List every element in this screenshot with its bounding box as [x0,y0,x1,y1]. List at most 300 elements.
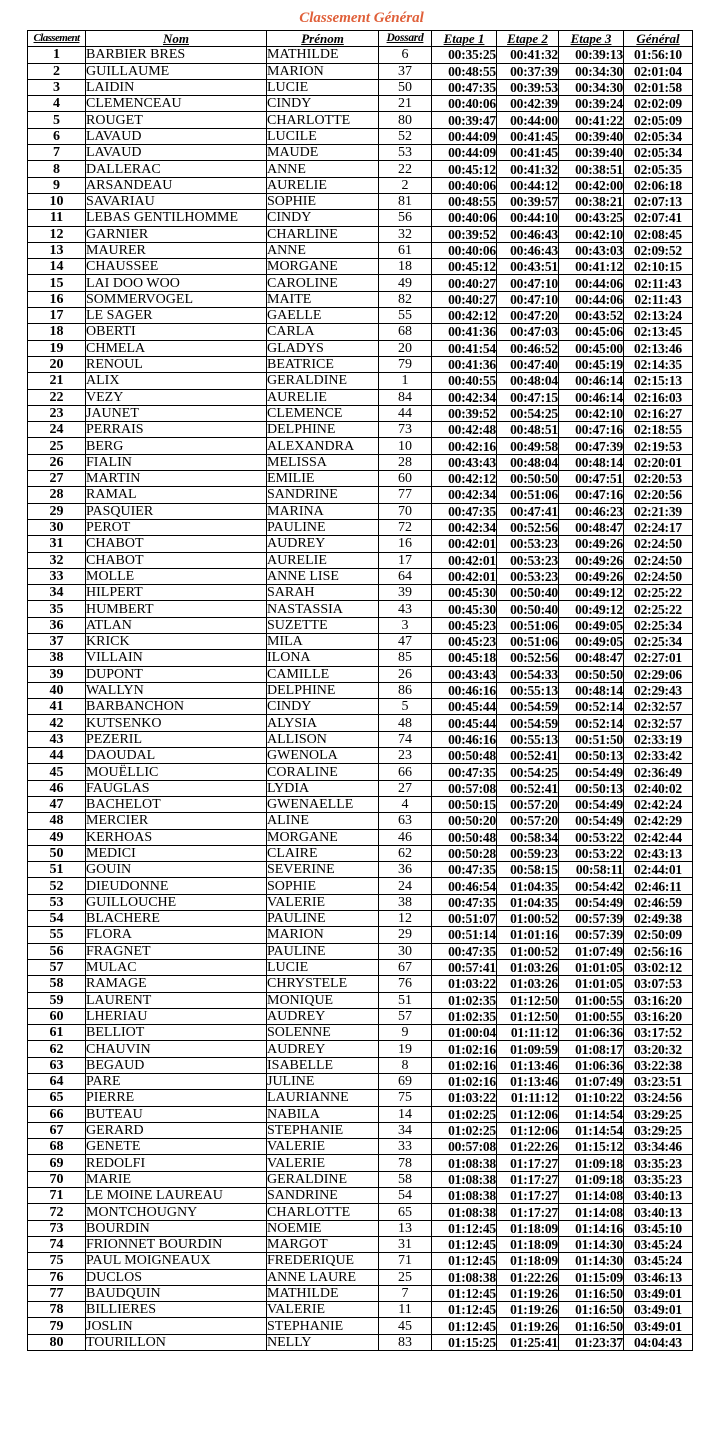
table-row [28,112,693,128]
cell-etape-3: 00:51:50 [559,731,624,747]
cell-etape-3: 01:14:30 [559,1236,624,1252]
cell-classement: 34 [28,585,86,601]
cell-etape-3: 00:52:14 [559,699,624,715]
cell-general: 03:17:52 [624,1025,693,1041]
cell-general: 02:19:53 [624,438,693,454]
cell-etape-3: 01:01:05 [559,976,624,992]
cell-etape-1: 00:50:15 [432,796,497,812]
cell-classement: 2 [28,63,86,79]
cell-prenom: MILA [267,633,379,649]
cell-nom: DIEUDONNE [86,878,267,894]
cell-nom: JAUNET [86,405,267,421]
cell-etape-2: 00:51:06 [497,487,559,503]
cell-etape-2: 00:55:13 [497,682,559,698]
cell-nom: LAURENT [86,992,267,1008]
cell-etape-1: 01:12:45 [432,1285,497,1301]
cell-etape-1: 01:08:38 [432,1155,497,1171]
table-row [28,210,693,226]
cell-dossard: 86 [379,682,432,698]
cell-etape-2: 01:00:52 [497,911,559,927]
cell-etape-1: 00:45:30 [432,601,497,617]
cell-nom: PIERRE [86,1090,267,1106]
cell-etape-2: 00:41:45 [497,145,559,161]
cell-dossard: 46 [379,829,432,845]
cell-general: 02:09:52 [624,242,693,258]
cell-etape-1: 00:47:35 [432,943,497,959]
cell-prenom: AURELIE [267,552,379,568]
cell-prenom: NABILA [267,1106,379,1122]
cell-general: 02:18:55 [624,422,693,438]
cell-classement: 66 [28,1106,86,1122]
cell-dossard: 49 [379,275,432,291]
cell-nom: LEBAS GENTILHOMME [86,210,267,226]
cell-prenom: ANNE LISE [267,568,379,584]
table-row [28,927,693,943]
cell-dossard: 26 [379,666,432,682]
table-row [28,1269,693,1285]
table-row [28,471,693,487]
cell-etape-2: 01:19:26 [497,1318,559,1334]
cell-etape-2: 00:48:51 [497,422,559,438]
cell-dossard: 5 [379,699,432,715]
table-row [28,1171,693,1187]
cell-etape-2: 00:41:45 [497,128,559,144]
cell-etape-3: 00:57:39 [559,911,624,927]
cell-etape-3: 01:08:17 [559,1041,624,1057]
cell-nom: BUTEAU [86,1106,267,1122]
cell-prenom: FREDERIQUE [267,1253,379,1269]
cell-classement: 50 [28,845,86,861]
cell-etape-2: 00:55:13 [497,731,559,747]
cell-etape-1: 01:08:38 [432,1188,497,1204]
cell-nom: PEROT [86,519,267,535]
cell-dossard: 62 [379,845,432,861]
cell-etape-1: 00:50:48 [432,829,497,845]
cell-etape-3: 00:49:05 [559,633,624,649]
cell-etape-1: 00:45:23 [432,617,497,633]
table-row [28,128,693,144]
cell-etape-2: 01:17:27 [497,1171,559,1187]
cell-classement: 13 [28,242,86,258]
cell-etape-3: 00:45:06 [559,324,624,340]
cell-nom: CHABOT [86,552,267,568]
cell-general: 02:32:57 [624,715,693,731]
table-row [28,1090,693,1106]
cell-etape-1: 00:45:44 [432,715,497,731]
cell-classement: 10 [28,193,86,209]
cell-classement: 47 [28,796,86,812]
cell-dossard: 14 [379,1106,432,1122]
cell-classement: 39 [28,666,86,682]
table-row [28,422,693,438]
cell-nom: CHMELA [86,340,267,356]
cell-dossard: 38 [379,894,432,910]
cell-general: 03:07:53 [624,976,693,992]
cell-etape-2: 00:44:12 [497,177,559,193]
cell-general: 02:15:13 [624,373,693,389]
cell-dossard: 45 [379,1318,432,1334]
cell-etape-1: 00:57:08 [432,1139,497,1155]
table-row [28,552,693,568]
cell-etape-2: 00:50:40 [497,601,559,617]
cell-etape-2: 00:51:06 [497,617,559,633]
cell-nom: CHAUVIN [86,1041,267,1057]
cell-etape-2: 00:46:43 [497,242,559,258]
cell-etape-2: 01:12:50 [497,1008,559,1024]
cell-etape-3: 00:53:22 [559,829,624,845]
cell-dossard: 23 [379,748,432,764]
cell-dossard: 71 [379,1253,432,1269]
cell-dossard: 84 [379,389,432,405]
cell-dossard: 57 [379,1008,432,1024]
table-row [28,1008,693,1024]
cell-general: 03:40:13 [624,1204,693,1220]
cell-classement: 3 [28,79,86,95]
cell-etape-1: 00:40:27 [432,275,497,291]
cell-prenom: CORALINE [267,764,379,780]
cell-general: 02:13:45 [624,324,693,340]
table-row [28,862,693,878]
table-row [28,1188,693,1204]
cell-classement: 32 [28,552,86,568]
cell-classement: 5 [28,112,86,128]
cell-general: 02:25:22 [624,601,693,617]
cell-etape-1: 01:02:35 [432,1008,497,1024]
cell-prenom: SOPHIE [267,878,379,894]
cell-prenom: MONIQUE [267,992,379,1008]
cell-prenom: VALERIE [267,1155,379,1171]
cell-classement: 44 [28,748,86,764]
cell-nom: LAI DOO WOO [86,275,267,291]
cell-prenom: CHRYSTELE [267,976,379,992]
cell-etape-2: 00:39:53 [497,79,559,95]
cell-etape-1: 00:42:12 [432,471,497,487]
cell-etape-1: 00:46:16 [432,682,497,698]
cell-prenom: CHARLOTTE [267,1204,379,1220]
cell-etape-1: 01:03:22 [432,976,497,992]
cell-etape-3: 01:09:18 [559,1155,624,1171]
cell-etape-1: 00:45:23 [432,633,497,649]
cell-classement: 69 [28,1155,86,1171]
cell-prenom: MATHILDE [267,47,379,63]
cell-etape-1: 01:12:45 [432,1318,497,1334]
table-row [28,1302,693,1318]
cell-etape-1: 01:08:38 [432,1171,497,1187]
cell-general: 02:24:50 [624,552,693,568]
cell-etape-2: 00:41:32 [497,161,559,177]
cell-general: 02:46:59 [624,894,693,910]
table-row [28,1236,693,1252]
cell-etape-2: 01:11:12 [497,1090,559,1106]
cell-etape-1: 01:02:16 [432,1057,497,1073]
table-row [28,1220,693,1236]
cell-general: 03:49:01 [624,1302,693,1318]
table-row [28,1318,693,1334]
cell-etape-2: 00:52:56 [497,519,559,535]
cell-classement: 41 [28,699,86,715]
cell-etape-1: 00:45:44 [432,699,497,715]
cell-classement: 27 [28,471,86,487]
cell-etape-1: 00:50:20 [432,813,497,829]
cell-etape-1: 00:45:12 [432,161,497,177]
cell-etape-1: 00:48:55 [432,63,497,79]
cell-general: 03:35:23 [624,1155,693,1171]
cell-nom: PEZERIL [86,731,267,747]
cell-nom: ARSANDEAU [86,177,267,193]
cell-nom: MARTIN [86,471,267,487]
cell-prenom: AUDREY [267,1041,379,1057]
table-row [28,259,693,275]
cell-etape-3: 00:47:16 [559,422,624,438]
cell-general: 01:56:10 [624,47,693,63]
cell-nom: GERARD [86,1122,267,1138]
cell-classement: 68 [28,1139,86,1155]
cell-etape-2: 00:46:43 [497,226,559,242]
cell-etape-1: 01:02:35 [432,992,497,1008]
cell-prenom: GWENAELLE [267,796,379,812]
cell-etape-1: 01:15:25 [432,1334,497,1350]
table-row [28,585,693,601]
cell-etape-1: 00:41:36 [432,324,497,340]
cell-prenom: CARLA [267,324,379,340]
cell-prenom: EMILIE [267,471,379,487]
cell-classement: 36 [28,617,86,633]
cell-nom: LHERIAU [86,1008,267,1024]
cell-nom: BERG [86,438,267,454]
cell-etape-3: 00:34:30 [559,63,624,79]
cell-etape-2: 00:47:41 [497,503,559,519]
cell-nom: DALLERAC [86,161,267,177]
cell-etape-3: 00:41:22 [559,112,624,128]
cell-classement: 31 [28,536,86,552]
cell-etape-1: 00:42:01 [432,536,497,552]
cell-general: 03:24:56 [624,1090,693,1106]
header-general: Général [624,31,693,47]
cell-prenom: LUCIE [267,79,379,95]
cell-nom: VEZY [86,389,267,405]
cell-etape-2: 01:12:06 [497,1106,559,1122]
cell-classement: 54 [28,911,86,927]
cell-prenom: VALERIE [267,1139,379,1155]
cell-etape-2: 00:47:20 [497,308,559,324]
cell-etape-1: 01:02:25 [432,1106,497,1122]
table-row [28,1285,693,1301]
table-row [28,438,693,454]
cell-general: 02:29:43 [624,682,693,698]
cell-prenom: ANNE LAURE [267,1269,379,1285]
cell-etape-3: 01:06:36 [559,1057,624,1073]
cell-etape-1: 00:57:41 [432,959,497,975]
cell-dossard: 53 [379,145,432,161]
cell-classement: 42 [28,715,86,731]
cell-classement: 80 [28,1334,86,1350]
cell-dossard: 29 [379,927,432,943]
cell-classement: 6 [28,128,86,144]
cell-etape-1: 00:39:47 [432,112,497,128]
cell-prenom: STEPHANIE [267,1122,379,1138]
table-row [28,1334,693,1350]
cell-etape-3: 00:54:49 [559,894,624,910]
cell-prenom: AUDREY [267,536,379,552]
table-row [28,1139,693,1155]
cell-etape-2: 00:53:23 [497,568,559,584]
cell-classement: 14 [28,259,86,275]
cell-etape-3: 00:49:05 [559,617,624,633]
cell-etape-1: 00:44:09 [432,128,497,144]
header-etape-3: Etape 3 [559,31,624,47]
table-row [28,63,693,79]
table-row [28,291,693,307]
table-row [28,1106,693,1122]
cell-prenom: MARGOT [267,1236,379,1252]
table-row [28,340,693,356]
cell-etape-3: 00:43:25 [559,210,624,226]
cell-general: 02:27:01 [624,650,693,666]
table-row [28,1041,693,1057]
cell-etape-3: 00:39:40 [559,145,624,161]
cell-classement: 60 [28,1008,86,1024]
cell-prenom: BEATRICE [267,356,379,372]
cell-etape-3: 00:47:51 [559,471,624,487]
cell-general: 02:01:58 [624,79,693,95]
cell-general: 02:50:09 [624,927,693,943]
cell-etape-1: 00:47:35 [432,894,497,910]
cell-dossard: 22 [379,161,432,177]
cell-etape-3: 00:39:24 [559,96,624,112]
cell-dossard: 25 [379,1269,432,1285]
cell-general: 03:29:25 [624,1122,693,1138]
cell-prenom: ANNE [267,242,379,258]
cell-prenom: MAUDE [267,145,379,161]
cell-classement: 78 [28,1302,86,1318]
cell-prenom: CHARLOTTE [267,112,379,128]
cell-general: 02:08:45 [624,226,693,242]
table-row [28,878,693,894]
cell-dossard: 21 [379,96,432,112]
cell-classement: 62 [28,1041,86,1057]
cell-classement: 18 [28,324,86,340]
cell-dossard: 77 [379,487,432,503]
cell-prenom: JULINE [267,1074,379,1090]
cell-dossard: 72 [379,519,432,535]
cell-nom: BACHELOT [86,796,267,812]
cell-etape-3: 00:42:10 [559,405,624,421]
cell-nom: KUTSENKO [86,715,267,731]
cell-classement: 61 [28,1025,86,1041]
table-row [28,275,693,291]
cell-etape-3: 01:23:37 [559,1334,624,1350]
cell-classement: 57 [28,959,86,975]
cell-etape-2: 01:18:09 [497,1236,559,1252]
cell-dossard: 75 [379,1090,432,1106]
cell-nom: GARNIER [86,226,267,242]
cell-general: 02:13:24 [624,308,693,324]
cell-dossard: 68 [379,324,432,340]
cell-etape-3: 01:15:12 [559,1139,624,1155]
cell-etape-1: 01:12:45 [432,1302,497,1318]
table-row [28,389,693,405]
cell-prenom: SOLENNE [267,1025,379,1041]
table-row [28,405,693,421]
cell-prenom: NOEMIE [267,1220,379,1236]
cell-general: 02:24:50 [624,568,693,584]
cell-prenom: ALINE [267,813,379,829]
cell-general: 02:25:34 [624,633,693,649]
cell-etape-1: 00:42:48 [432,422,497,438]
cell-etape-1: 00:42:12 [432,308,497,324]
cell-dossard: 8 [379,1057,432,1073]
table-row [28,959,693,975]
cell-etape-1: 00:43:43 [432,454,497,470]
cell-general: 02:14:35 [624,356,693,372]
cell-general: 03:16:20 [624,992,693,1008]
cell-nom: FLORA [86,927,267,943]
table-row [28,894,693,910]
cell-nom: ROUGET [86,112,267,128]
table-row [28,601,693,617]
cell-etape-1: 00:39:52 [432,405,497,421]
cell-etape-1: 01:08:38 [432,1269,497,1285]
cell-prenom: SARAH [267,585,379,601]
cell-dossard: 85 [379,650,432,666]
cell-etape-2: 01:22:26 [497,1139,559,1155]
cell-etape-1: 00:40:06 [432,210,497,226]
cell-etape-1: 00:46:16 [432,731,497,747]
cell-general: 03:35:23 [624,1171,693,1187]
results-body [28,47,693,1351]
cell-prenom: VALERIE [267,894,379,910]
cell-prenom: LUCILE [267,128,379,144]
cell-etape-1: 00:57:08 [432,780,497,796]
cell-nom: WALLYN [86,682,267,698]
cell-nom: MOUËLLIC [86,764,267,780]
cell-classement: 16 [28,291,86,307]
cell-nom: HUMBERT [86,601,267,617]
cell-etape-2: 00:47:40 [497,356,559,372]
cell-prenom: GAELLE [267,308,379,324]
table-row [28,976,693,992]
cell-dossard: 48 [379,715,432,731]
cell-classement: 24 [28,422,86,438]
cell-prenom: MARINA [267,503,379,519]
cell-nom: HILPERT [86,585,267,601]
cell-etape-1: 00:39:52 [432,226,497,242]
cell-dossard: 20 [379,340,432,356]
cell-prenom: CLEMENCE [267,405,379,421]
table-row [28,699,693,715]
cell-etape-1: 01:12:45 [432,1253,497,1269]
cell-etape-2: 00:54:33 [497,666,559,682]
cell-etape-2: 01:04:35 [497,894,559,910]
cell-etape-3: 00:50:13 [559,780,624,796]
cell-general: 02:13:46 [624,340,693,356]
cell-prenom: ALEXANDRA [267,438,379,454]
cell-classement: 46 [28,780,86,796]
cell-dossard: 58 [379,1171,432,1187]
cell-dossard: 3 [379,617,432,633]
table-row [28,829,693,845]
cell-etape-3: 00:54:42 [559,878,624,894]
cell-etape-2: 00:47:10 [497,291,559,307]
cell-etape-3: 01:09:18 [559,1171,624,1187]
cell-nom: PAUL MOIGNEAUX [86,1253,267,1269]
cell-nom: BARBANCHON [86,699,267,715]
cell-etape-1: 00:43:43 [432,666,497,682]
cell-general: 03:22:38 [624,1057,693,1073]
cell-dossard: 11 [379,1302,432,1318]
cell-nom: LAIDIN [86,79,267,95]
cell-etape-1: 00:50:48 [432,748,497,764]
